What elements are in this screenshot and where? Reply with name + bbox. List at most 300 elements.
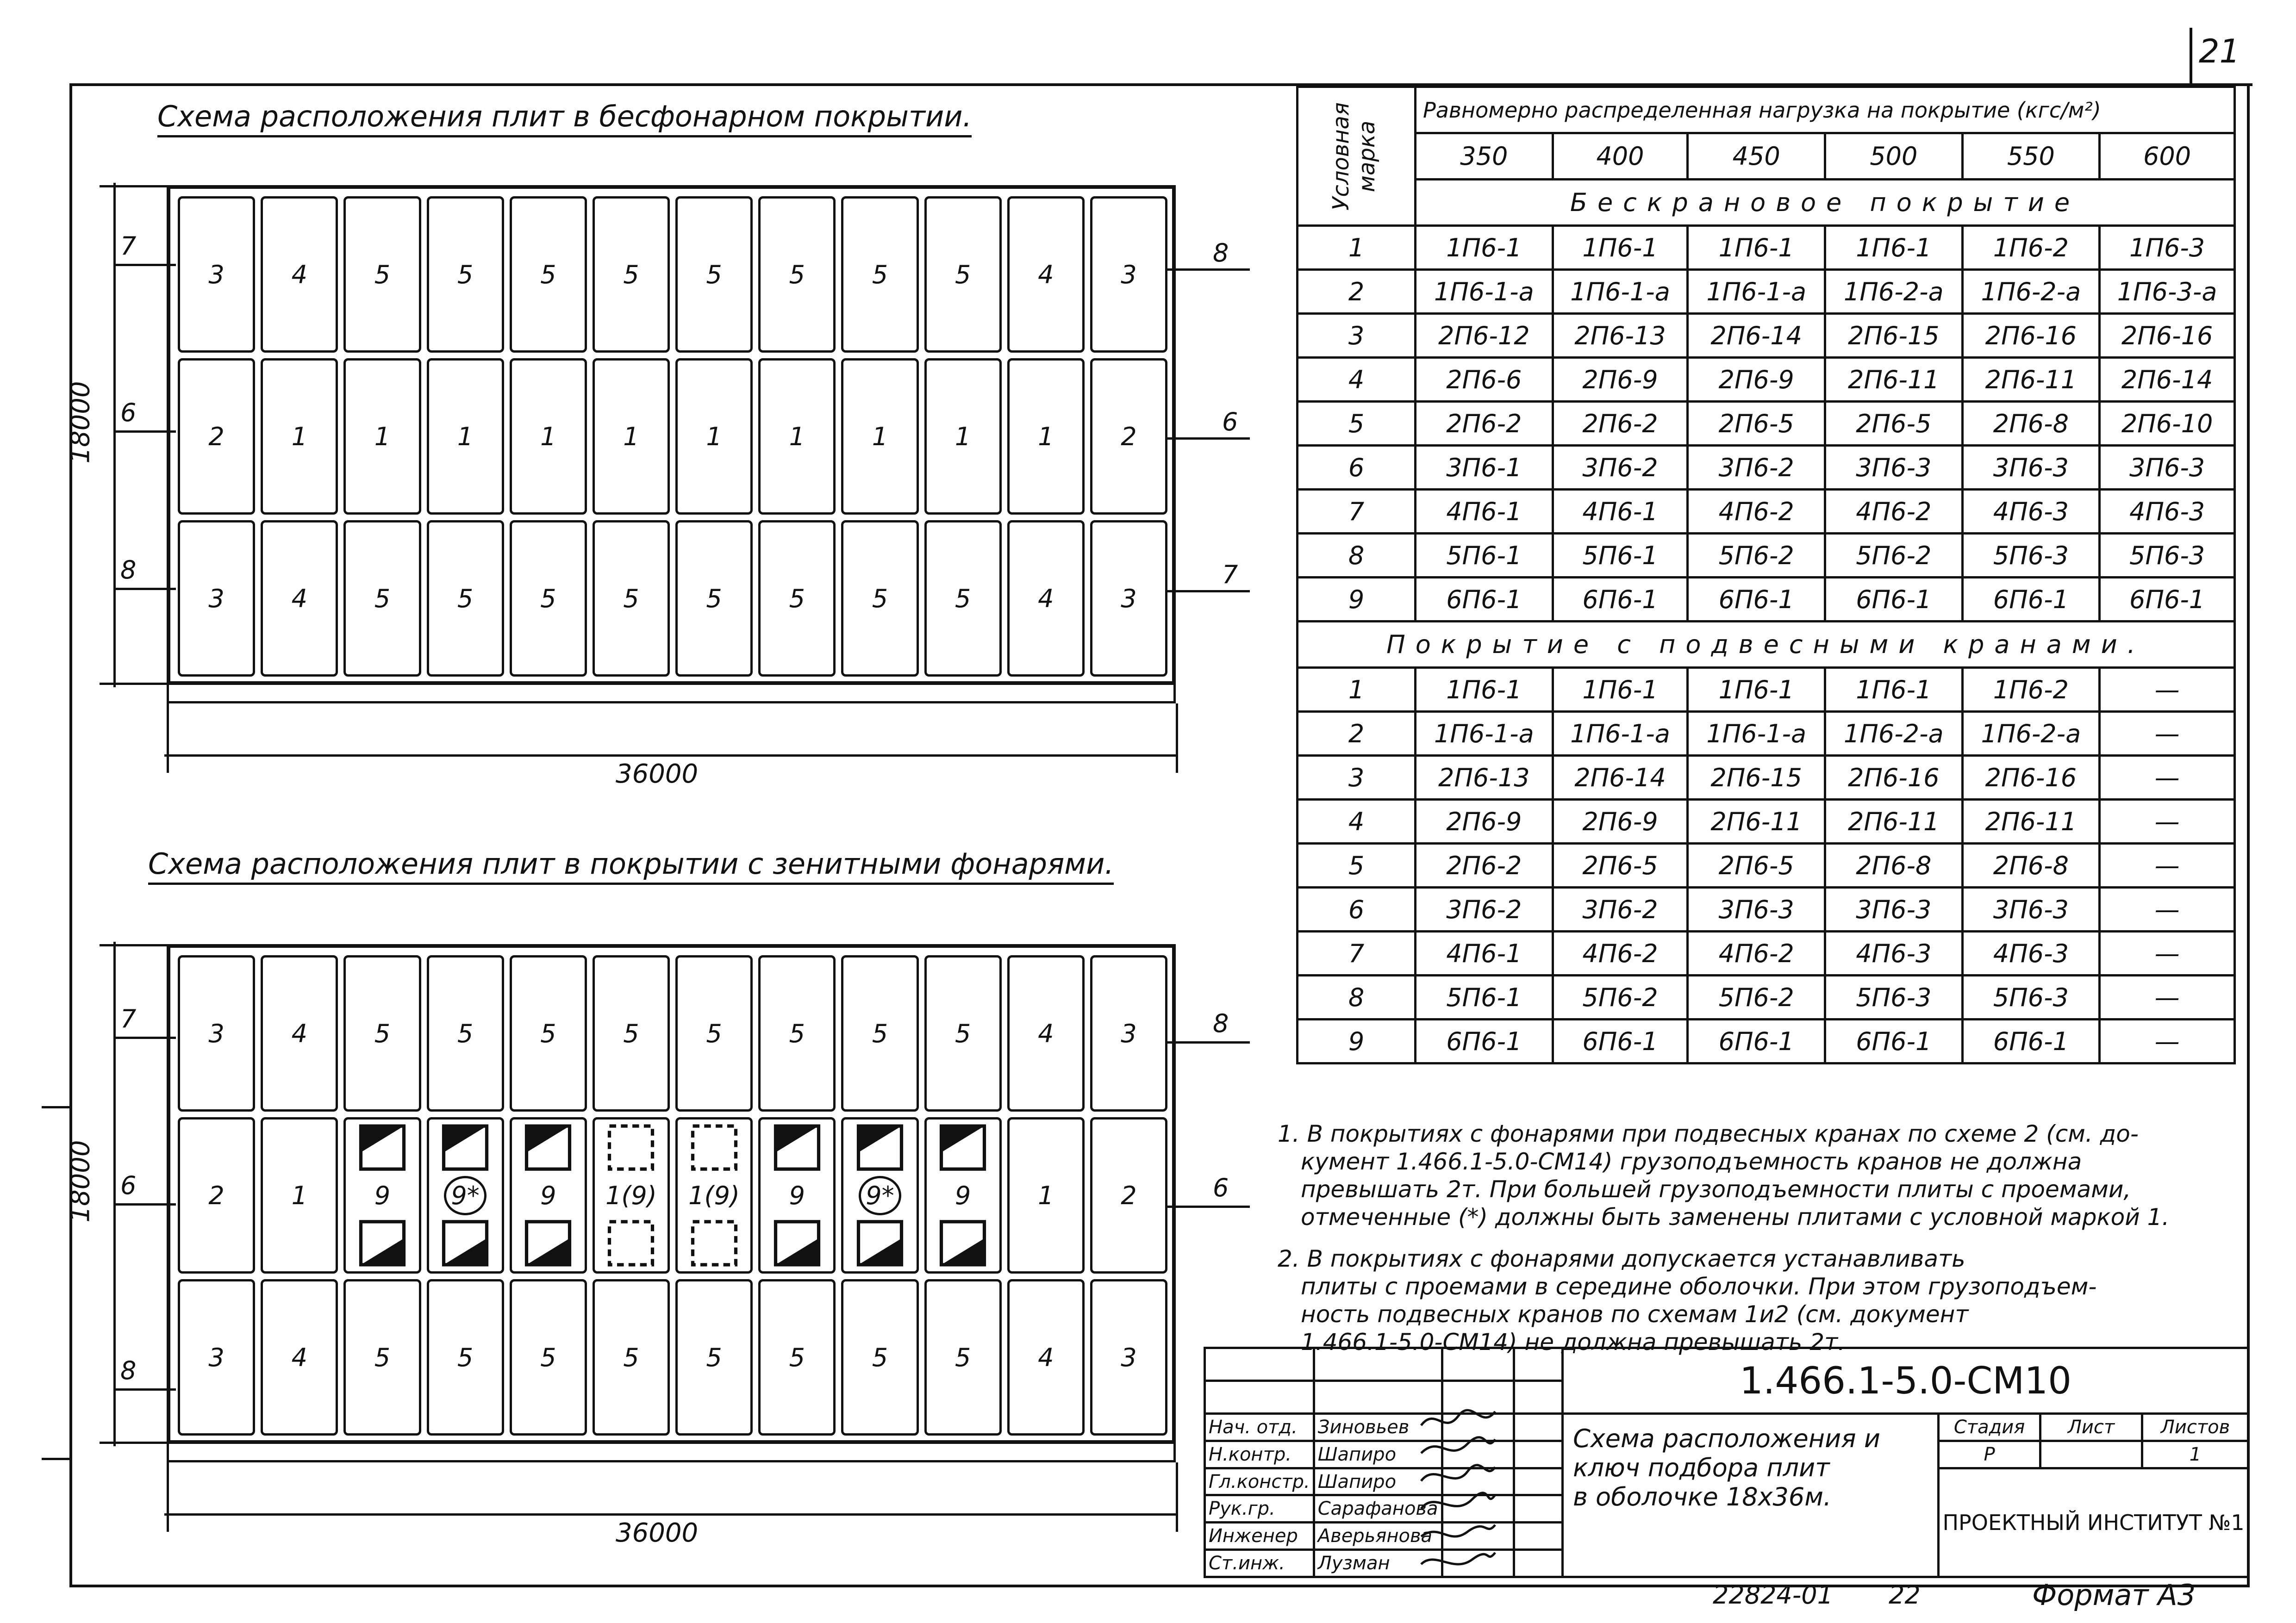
slab-grade-cell: 2П6-9 <box>1553 358 1688 402</box>
slab-mark: 1(9) <box>604 1181 659 1210</box>
slab-mark: 5 <box>457 1019 474 1048</box>
slab-mark: 5 <box>540 584 556 613</box>
plan1-slab-r2-c5 <box>510 358 587 515</box>
slab-mark: 3 <box>1121 1019 1137 1048</box>
slab-grade-cell: — <box>2100 976 2235 1020</box>
slab-mark: 5 <box>540 260 556 289</box>
slab-grade-cell: 3П6-3 <box>1688 888 1825 932</box>
plan2-right-label-1: 8 <box>1213 1009 1229 1038</box>
slab-grade-cell: 1П6-3 <box>2100 226 2235 270</box>
document-code: 1.466.1-5.0-СМ10 <box>1563 1348 2249 1414</box>
tb-stage: Р <box>1939 1441 2040 1468</box>
tb-blank <box>1442 1348 1514 1381</box>
slab-grade-cell: 2П6-8 <box>1962 402 2100 446</box>
tb-name-0: Зиновьев <box>1314 1414 1442 1441</box>
slab-grade-cell: — <box>2100 1020 2235 1063</box>
mark-cell: 6 <box>1298 446 1416 490</box>
slab-grade-cell: — <box>2100 668 2235 712</box>
slab-grade-cell: 6П6-1 <box>1688 1020 1825 1063</box>
slab-grade-cell: 2П6-11 <box>1825 358 1962 402</box>
slab-grade-cell: 2П6-2 <box>1416 844 1553 888</box>
plan1-slab-r3-c8 <box>758 520 836 677</box>
plan2-slab-r2-c4 <box>427 1117 504 1274</box>
slab-grade-cell: 2П6-9 <box>1688 358 1825 402</box>
mark-cell: 4 <box>1298 800 1416 844</box>
slab-grade-cell: 5П6-3 <box>1962 534 2100 578</box>
slab-mark: 5 <box>706 260 722 289</box>
plan1-slab-r3-c2 <box>261 520 338 677</box>
slab-grade-cell: 4П6-3 <box>1962 932 2100 976</box>
plan2-slab-r1-c6 <box>593 955 670 1112</box>
plan2-dim-h-left <box>167 1462 169 1532</box>
mark-cell: 7 <box>1298 932 1416 976</box>
tb-sheets-label: Листов <box>2142 1414 2249 1441</box>
slab-grade-cell: 1П6-1-а <box>1416 712 1553 756</box>
tb-name-4: Аверьянова <box>1314 1523 1442 1550</box>
plan1-right-leader-2 <box>1167 437 1250 440</box>
plan1-slab-r2-c12 <box>1090 358 1167 515</box>
plan2-slab-r1-c7 <box>675 955 753 1112</box>
plan2-slab-r3-c4 <box>427 1279 504 1436</box>
slab-mark: 5 <box>623 1343 639 1372</box>
plan2-slab-r3-c11 <box>1007 1279 1085 1436</box>
tb-name-5: Лузман <box>1314 1550 1442 1577</box>
slab-mark: 4 <box>291 584 307 613</box>
plan2-slab-r2-c9 <box>841 1117 918 1274</box>
slab-grade-cell: 1П6-1-а <box>1688 270 1825 314</box>
slab-mark: 1 <box>706 422 722 451</box>
plan2-slab-r3-c12 <box>1090 1279 1167 1436</box>
plan1-right-label-1: 8 <box>1213 238 1229 267</box>
tb-role-5: Ст.инж. <box>1205 1550 1314 1577</box>
plan1-slab-r1-c6 <box>593 196 670 353</box>
table-row <box>1298 1020 2235 1063</box>
plan2-slab-r2-c7 <box>675 1117 753 1274</box>
mark-cell: 5 <box>1298 402 1416 446</box>
slab-grade-cell: 1П6-1 <box>1825 226 1962 270</box>
slab-mark: 5 <box>374 584 391 613</box>
slab-grade-cell: 6П6-1 <box>1825 1020 1962 1063</box>
note-line: 2. В покрытиях с фонарями допускается устанавливать <box>1278 1245 1965 1272</box>
slab-selection-key-table <box>1296 86 2236 1064</box>
slab-grade-cell: 3П6-2 <box>1688 446 1825 490</box>
slab-mark: 5 <box>623 584 639 613</box>
mark-cell: 1 <box>1298 226 1416 270</box>
tb-blank <box>1314 1348 1442 1381</box>
slab-grade-cell: 4П6-2 <box>1825 490 1962 534</box>
plan1-dim-h-line <box>164 754 1178 757</box>
note-line: 1.466.1-5.0-СМ14) не должна превышать 2т. <box>1301 1329 1846 1356</box>
slab-mark: 9 <box>373 1181 392 1210</box>
plan2-slab-r2-c8 <box>758 1117 836 1274</box>
plan1-slab-r3-c4 <box>427 520 504 677</box>
slab-grade-cell: 2П6-13 <box>1416 756 1553 800</box>
slab-grade-cell: 1П6-2-а <box>1962 712 2100 756</box>
slab-mark: 4 <box>291 1343 307 1372</box>
slab-grade-cell: 6П6-1 <box>1416 578 1553 622</box>
plan1-slab-r3-c6 <box>593 520 670 677</box>
plan1-slab-r2-c4 <box>427 358 504 515</box>
plan2-dim-h-right <box>1176 1462 1178 1532</box>
plan2-left-leader-3 <box>116 1388 176 1391</box>
mark-header-text: Условная марка <box>1328 102 1380 211</box>
tb-blank <box>1514 1523 1563 1550</box>
slab-grade-cell: 6П6-1 <box>1688 578 1825 622</box>
note-line: плиты с проемами в середине оболочки. При этом грузоподъем- <box>1301 1273 2097 1300</box>
slab-mark: 5 <box>872 1019 888 1048</box>
plan1-slab-r2-c8 <box>758 358 836 515</box>
slab-mark: 5 <box>706 584 722 613</box>
plan2-left-label-2: 6 <box>120 1171 137 1200</box>
plan1-slab-r3-c3 <box>343 520 421 677</box>
slab-grade-cell: 3П6-3 <box>1962 446 2100 490</box>
footer-page: 22 <box>1889 1580 1921 1610</box>
slab-grade-cell: 1П6-1-а <box>1688 712 1825 756</box>
slab-mark: 3 <box>208 1019 225 1048</box>
slab-grade-cell: 5П6-1 <box>1416 534 1553 578</box>
slab-grade-cell: — <box>2100 932 2235 976</box>
slab-grade-cell: 5П6-1 <box>1553 534 1688 578</box>
slab-grade-cell: 4П6-3 <box>1825 932 1962 976</box>
slab-grade-cell: 2П6-16 <box>1825 756 1962 800</box>
tb-blank <box>1205 1381 1314 1414</box>
table-row <box>1298 270 2235 314</box>
slab-grade-cell: — <box>2100 712 2235 756</box>
slab-mark: 2 <box>1121 422 1137 451</box>
tb-organization: ПРОЕКТНЫЙ ИНСТИТУТ №1 <box>1939 1468 2249 1577</box>
plan1-slab-r2-c1 <box>178 358 255 515</box>
slab-grade-cell: 1П6-1-а <box>1416 270 1553 314</box>
plan1-dim-vertical: 18000 <box>65 381 96 464</box>
plan2-slab-r1-c2 <box>261 955 338 1112</box>
slab-grade-cell: 1П6-1 <box>1416 226 1553 270</box>
slab-grade-cell: 5П6-2 <box>1688 534 1825 578</box>
slab-grade-cell: 4П6-3 <box>2100 490 2235 534</box>
slab-grade-cell: 1П6-1 <box>1553 226 1688 270</box>
slab-grade-cell: 2П6-13 <box>1553 314 1688 358</box>
load-header: Равномерно распределенная нагрузка на покрытие (кгс/м²) <box>1416 87 2235 133</box>
slab-mark: 5 <box>623 260 639 289</box>
slab-mark: 2 <box>208 1181 225 1210</box>
plan1-slab-r2-c11 <box>1007 358 1085 515</box>
plan1-left-leader-2 <box>116 430 176 433</box>
slab-grade-cell: 3П6-3 <box>1825 446 1962 490</box>
plan2-slab-r2-c12 <box>1090 1117 1167 1274</box>
slab-mark: 5 <box>540 1019 556 1048</box>
slab-grade-cell: 3П6-2 <box>1553 888 1688 932</box>
plan2-title: Схема расположения плит в покрытии с зенитными фонарями. <box>148 847 1114 885</box>
slab-mark: 1 <box>623 422 639 451</box>
slab-grade-cell: 2П6-11 <box>1962 358 2100 402</box>
plan2-slab-r1-c3 <box>343 955 421 1112</box>
slab-grade-cell: 2П6-12 <box>1416 314 1553 358</box>
plan1-dim-horizontal: 36000 <box>616 759 699 789</box>
mark-cell: 6 <box>1298 888 1416 932</box>
tb-role-1: Н.контр. <box>1205 1441 1314 1468</box>
tb-blank <box>1205 1348 1314 1381</box>
plan1-slab-r3-c7 <box>675 520 753 677</box>
tb-description-line-3: в оболочке 18х36м. <box>1573 1482 1832 1511</box>
table-row <box>1298 756 2235 800</box>
slab-mark: 5 <box>706 1343 722 1372</box>
slab-grade-cell: 5П6-2 <box>1553 976 1688 1020</box>
slab-mark: 4 <box>1038 584 1054 613</box>
note-line: кумент 1.466.1-5.0-СМ14) грузоподъемность кранов не должна <box>1301 1148 2082 1175</box>
plan1-slab-r1-c3 <box>343 196 421 353</box>
slab-grade-cell: 2П6-11 <box>1825 800 1962 844</box>
slab-grade-cell: — <box>2100 844 2235 888</box>
mark-cell: 1 <box>1298 668 1416 712</box>
slab-grade-cell: 2П6-6 <box>1416 358 1553 402</box>
slab-grade-cell: 4П6-2 <box>1688 490 1825 534</box>
plan1-slab-r1-c11 <box>1007 196 1085 353</box>
slab-mark: 1 <box>540 422 556 451</box>
tb-blank <box>1514 1348 1563 1381</box>
sheet-edge-mark-2 <box>42 1458 69 1460</box>
slab-grade-cell: 3П6-2 <box>1553 446 1688 490</box>
note-line: превышать 2т. При большей грузоподъемности плиты с проемами, <box>1301 1176 2131 1203</box>
tb-sheet <box>2040 1441 2142 1468</box>
plan1-slab-r2-c6 <box>593 358 670 515</box>
slab-grade-cell: 2П6-8 <box>1962 844 2100 888</box>
tb-blank <box>1514 1495 1563 1523</box>
plan1-slab-r2-c9 <box>841 358 918 515</box>
plan1-title: Схема расположения плит в бесфонарном покрытии. <box>157 99 972 137</box>
slab-grade-cell: 2П6-16 <box>2100 314 2235 358</box>
slab-mark: 3 <box>208 584 225 613</box>
slab-mark: 5 <box>540 1343 556 1372</box>
mark-cell: 2 <box>1298 270 1416 314</box>
plan2-left-label-3: 8 <box>120 1356 137 1385</box>
slab-grade-cell: 3П6-1 <box>1416 446 1553 490</box>
slab-grade-cell: 6П6-1 <box>1416 1020 1553 1063</box>
slab-grade-cell: 2П6-14 <box>1553 756 1688 800</box>
plan2-slab-r1-c11 <box>1007 955 1085 1112</box>
plan2-outline <box>167 944 1176 1444</box>
slab-mark: 5 <box>955 584 971 613</box>
slab-grade-cell: 6П6-1 <box>2100 578 2235 622</box>
plan1-right-leader-3 <box>1167 590 1250 592</box>
tb-role-4: Инженер <box>1205 1523 1314 1550</box>
plan2-slab-r3-c2 <box>261 1279 338 1436</box>
plan2-slab-r1-c10 <box>924 955 1002 1112</box>
plan1-slab-r1-c5 <box>510 196 587 353</box>
slab-grade-cell: 4П6-1 <box>1553 490 1688 534</box>
slab-grade-cell: — <box>2100 800 2235 844</box>
slab-grade-cell: 2П6-5 <box>1688 402 1825 446</box>
slab-grade-cell: 1П6-1 <box>1825 668 1962 712</box>
table-row <box>1298 668 2235 712</box>
footer-format: Формат А3 <box>2032 1578 2196 1612</box>
table-row <box>1298 446 2235 490</box>
slab-grade-cell: 2П6-16 <box>1962 756 2100 800</box>
slab-mark: 1 <box>789 422 805 451</box>
load-value: 600 <box>2100 133 2235 180</box>
plan2-slab-r3-c3 <box>343 1279 421 1436</box>
note-line: ность подвесных кранов по схемам 1и2 (см. документ <box>1301 1301 1969 1328</box>
plan2-slab-r2-c6 <box>593 1117 670 1274</box>
slab-grade-cell: 6П6-1 <box>1962 578 2100 622</box>
slab-mark: 9* <box>859 1176 901 1215</box>
plan2-slab-r2-c2 <box>261 1117 338 1274</box>
plan1-slab-r1-c8 <box>758 196 836 353</box>
table-row <box>1298 402 2235 446</box>
plan1-left-leader-3 <box>116 588 176 590</box>
table-row <box>1298 358 2235 402</box>
tb-role-2: Гл.констр. <box>1205 1468 1314 1495</box>
table-row <box>1298 226 2235 270</box>
plan1-slab-r3-c11 <box>1007 520 1085 677</box>
plan1-right-label-3: 7 <box>1222 560 1238 589</box>
plan1-slab-grid <box>175 193 1170 679</box>
mark-cell: 8 <box>1298 976 1416 1020</box>
plan1-bottom-beam <box>167 685 1176 703</box>
slab-grade-cell: 2П6-5 <box>1553 844 1688 888</box>
slab-grade-cell: 5П6-2 <box>1825 534 1962 578</box>
plan2-dim-h-line <box>164 1513 1178 1516</box>
slab-mark: 1 <box>291 422 307 451</box>
tb-blank <box>1514 1468 1563 1495</box>
slab-mark: 5 <box>872 1343 888 1372</box>
slab-grade-cell: 3П6-3 <box>2100 446 2235 490</box>
plan1-left-label-2: 6 <box>120 398 137 427</box>
slab-grade-cell: 3П6-3 <box>1825 888 1962 932</box>
tb-sheets: 1 <box>2142 1441 2249 1468</box>
mark-cell: 7 <box>1298 490 1416 534</box>
slab-mark: 5 <box>872 584 888 613</box>
slab-mark: 4 <box>1038 1343 1054 1372</box>
signatures <box>1416 1407 1500 1578</box>
slab-grade-cell: 1П6-3-а <box>2100 270 2235 314</box>
mark-cell: 3 <box>1298 314 1416 358</box>
section1-title: Бескрановое покрытие <box>1416 180 2235 226</box>
tb-sheet-label: Лист <box>2040 1414 2142 1441</box>
note-line: 1. В покрытиях с фонарями при подвесных кранах по схеме 2 (см. до- <box>1278 1120 2139 1147</box>
slab-mark: 1 <box>872 422 888 451</box>
table-row <box>1298 888 2235 932</box>
plan2-slab-r1-c1 <box>178 955 255 1112</box>
plan2-slab-r1-c12 <box>1090 955 1167 1112</box>
plan1-left-label-3: 8 <box>120 555 137 585</box>
slab-mark: 4 <box>291 1019 307 1048</box>
plan1-slab-r1-c1 <box>178 196 255 353</box>
tb-name-2: Шапиро <box>1314 1468 1442 1495</box>
table-row <box>1298 932 2235 976</box>
plan2-slab-r3-c6 <box>593 1279 670 1436</box>
plan1-slab-r1-c12 <box>1090 196 1167 353</box>
slab-grade-cell: 6П6-1 <box>1825 578 1962 622</box>
plan2-dim-horizontal: 36000 <box>616 1518 699 1548</box>
table-row <box>1298 490 2235 534</box>
plan2-right-leader-1 <box>1167 1041 1250 1044</box>
sheet-edge-mark-1 <box>42 1106 69 1108</box>
slab-mark: 9 <box>787 1181 807 1210</box>
slab-grade-cell: 2П6-16 <box>1962 314 2100 358</box>
plan1-slab-r2-c10 <box>924 358 1002 515</box>
plan2-slab-r1-c8 <box>758 955 836 1112</box>
slab-mark: 4 <box>1038 260 1054 289</box>
load-value: 500 <box>1825 133 1962 180</box>
slab-grade-cell: 1П6-2-а <box>1962 270 2100 314</box>
slab-mark: 1 <box>1038 422 1054 451</box>
plan2-slab-r2-c10 <box>924 1117 1002 1274</box>
mark-cell: 4 <box>1298 358 1416 402</box>
plan2-slab-r3-c7 <box>675 1279 753 1436</box>
slab-mark: 3 <box>208 260 225 289</box>
plan2-left-label-1: 7 <box>120 1004 137 1033</box>
slab-grade-cell: 6П6-1 <box>1553 1020 1688 1063</box>
mark-cell: 8 <box>1298 534 1416 578</box>
note-line: отмеченные (*) должны быть заменены плитами с условной маркой 1. <box>1301 1204 2170 1231</box>
slab-mark: 5 <box>955 1019 971 1048</box>
slab-mark: 5 <box>789 584 805 613</box>
load-value: 450 <box>1688 133 1825 180</box>
slab-mark: 9 <box>538 1181 558 1210</box>
slab-mark: 2 <box>1121 1181 1137 1210</box>
table-row <box>1298 712 2235 756</box>
slab-grade-cell: 1П6-1-а <box>1553 270 1688 314</box>
plan2-slab-r3-c5 <box>510 1279 587 1436</box>
slab-grade-cell: 1П6-1-а <box>1553 712 1688 756</box>
slab-grade-cell: 4П6-2 <box>1688 932 1825 976</box>
slab-grade-cell: 2П6-5 <box>1825 402 1962 446</box>
plan2-slab-r1-c4 <box>427 955 504 1112</box>
slab-mark: 9* <box>444 1176 486 1215</box>
plan1-slab-r1-c7 <box>675 196 753 353</box>
slab-grade-cell: 4П6-1 <box>1416 490 1553 534</box>
plan2-slab-r2-c3 <box>343 1117 421 1274</box>
slab-mark: 5 <box>789 1019 805 1048</box>
load-value: 550 <box>1962 133 2100 180</box>
slab-grade-cell: 5П6-3 <box>1962 976 2100 1020</box>
slab-mark: 1 <box>374 422 391 451</box>
slab-grade-cell: 2П6-10 <box>2100 402 2235 446</box>
section2-title: Покрытие с подвесными кранами. <box>1298 622 2235 668</box>
slab-grade-cell: 2П6-11 <box>1962 800 2100 844</box>
tb-blank <box>1514 1441 1563 1468</box>
plan2-left-leader-2 <box>116 1203 176 1206</box>
table-row <box>1298 578 2235 622</box>
slab-mark: 3 <box>1121 1343 1137 1372</box>
slab-mark: 3 <box>208 1343 225 1372</box>
slab-grade-cell: 4П6-1 <box>1416 932 1553 976</box>
mark-cell: 3 <box>1298 756 1416 800</box>
slab-grade-cell: 2П6-8 <box>1825 844 1962 888</box>
slab-grade-cell: 6П6-1 <box>1962 1020 2100 1063</box>
plan2-right-leader-2 <box>1167 1206 1250 1208</box>
slab-grade-cell: 1П6-1 <box>1688 226 1825 270</box>
slab-grade-cell: 5П6-2 <box>1688 976 1825 1020</box>
plan1-slab-r3-c9 <box>841 520 918 677</box>
slab-mark: 5 <box>872 260 888 289</box>
load-value: 350 <box>1416 133 1553 180</box>
plan1-slab-r1-c10 <box>924 196 1002 353</box>
slab-grade-cell: 2П6-2 <box>1553 402 1688 446</box>
plan2-bottom-beam <box>167 1444 1176 1462</box>
footer-number: 22824-01 <box>1713 1580 1833 1610</box>
slab-grade-cell: 5П6-1 <box>1416 976 1553 1020</box>
plan2-slab-r2-c1 <box>178 1117 255 1274</box>
plan1-left-leader-1 <box>116 264 176 266</box>
mark-cell: 9 <box>1298 578 1416 622</box>
slab-mark: 5 <box>955 1343 971 1372</box>
slab-mark: 5 <box>457 1343 474 1372</box>
tb-blank <box>1514 1414 1563 1441</box>
slab-mark: 5 <box>623 1019 639 1048</box>
slab-grade-cell: 2П6-11 <box>1688 800 1825 844</box>
slab-mark: 1 <box>457 422 474 451</box>
slab-mark: 1 <box>1038 1181 1054 1210</box>
